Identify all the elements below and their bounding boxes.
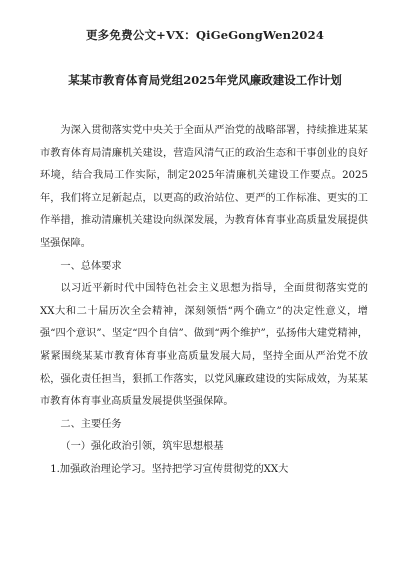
subsection-heading-political: （一）强化政治引领，筑牢思想根基	[60, 441, 224, 453]
document-body	[40, 120, 368, 482]
watermark-text: 更多免费公文+VX：QiGeGongWen2024	[85, 28, 325, 42]
intro-paragraph: 为深入贯彻落实党中央关于全面从严治党的战略部署，持续推进某某市教育体育局清廉机关建设，营造风清气正的政治生态和干事创业的良好环境，结合我局工作实际，制定2025年清廉机关建设工作要点。2025年，我们将立足新起点，以更高的政治站位、更严的工作标准、更实的工作举措，推动清廉机关建设向纵深发展，为教育体育事业高质量发展提供坚强保障。	[40, 125, 368, 249]
general-requirements-paragraph: 以习近平新时代中国特色社会主义思想为指导，全面贯彻落实党的XX大和二十届历次全会精神，深刻领悟“两个确立”的决定性意义，增强“四个意识”、坚定“四个自信”、做到“两个维护”，弘扬伟大建党精神，紧紧围绕某某市教育体育事业高质量发展大局，坚持全面从严治党不放松，强化责任担当，狠抓工作落实，以党风廉政建设的实际成效，为某某市教育体育事业高质量发展提供坚强保障。	[40, 283, 368, 408]
task-item-theory-study: 1.加强政治理论学习。坚持把学习宣传贯彻党的XX大	[50, 463, 289, 475]
document-title: 某某市教育体育局党组2025年党风廉政建设工作计划	[68, 73, 342, 87]
section-heading-tasks: 二、主要任务	[60, 418, 122, 430]
section-heading-general: 一、总体要求	[60, 260, 122, 272]
